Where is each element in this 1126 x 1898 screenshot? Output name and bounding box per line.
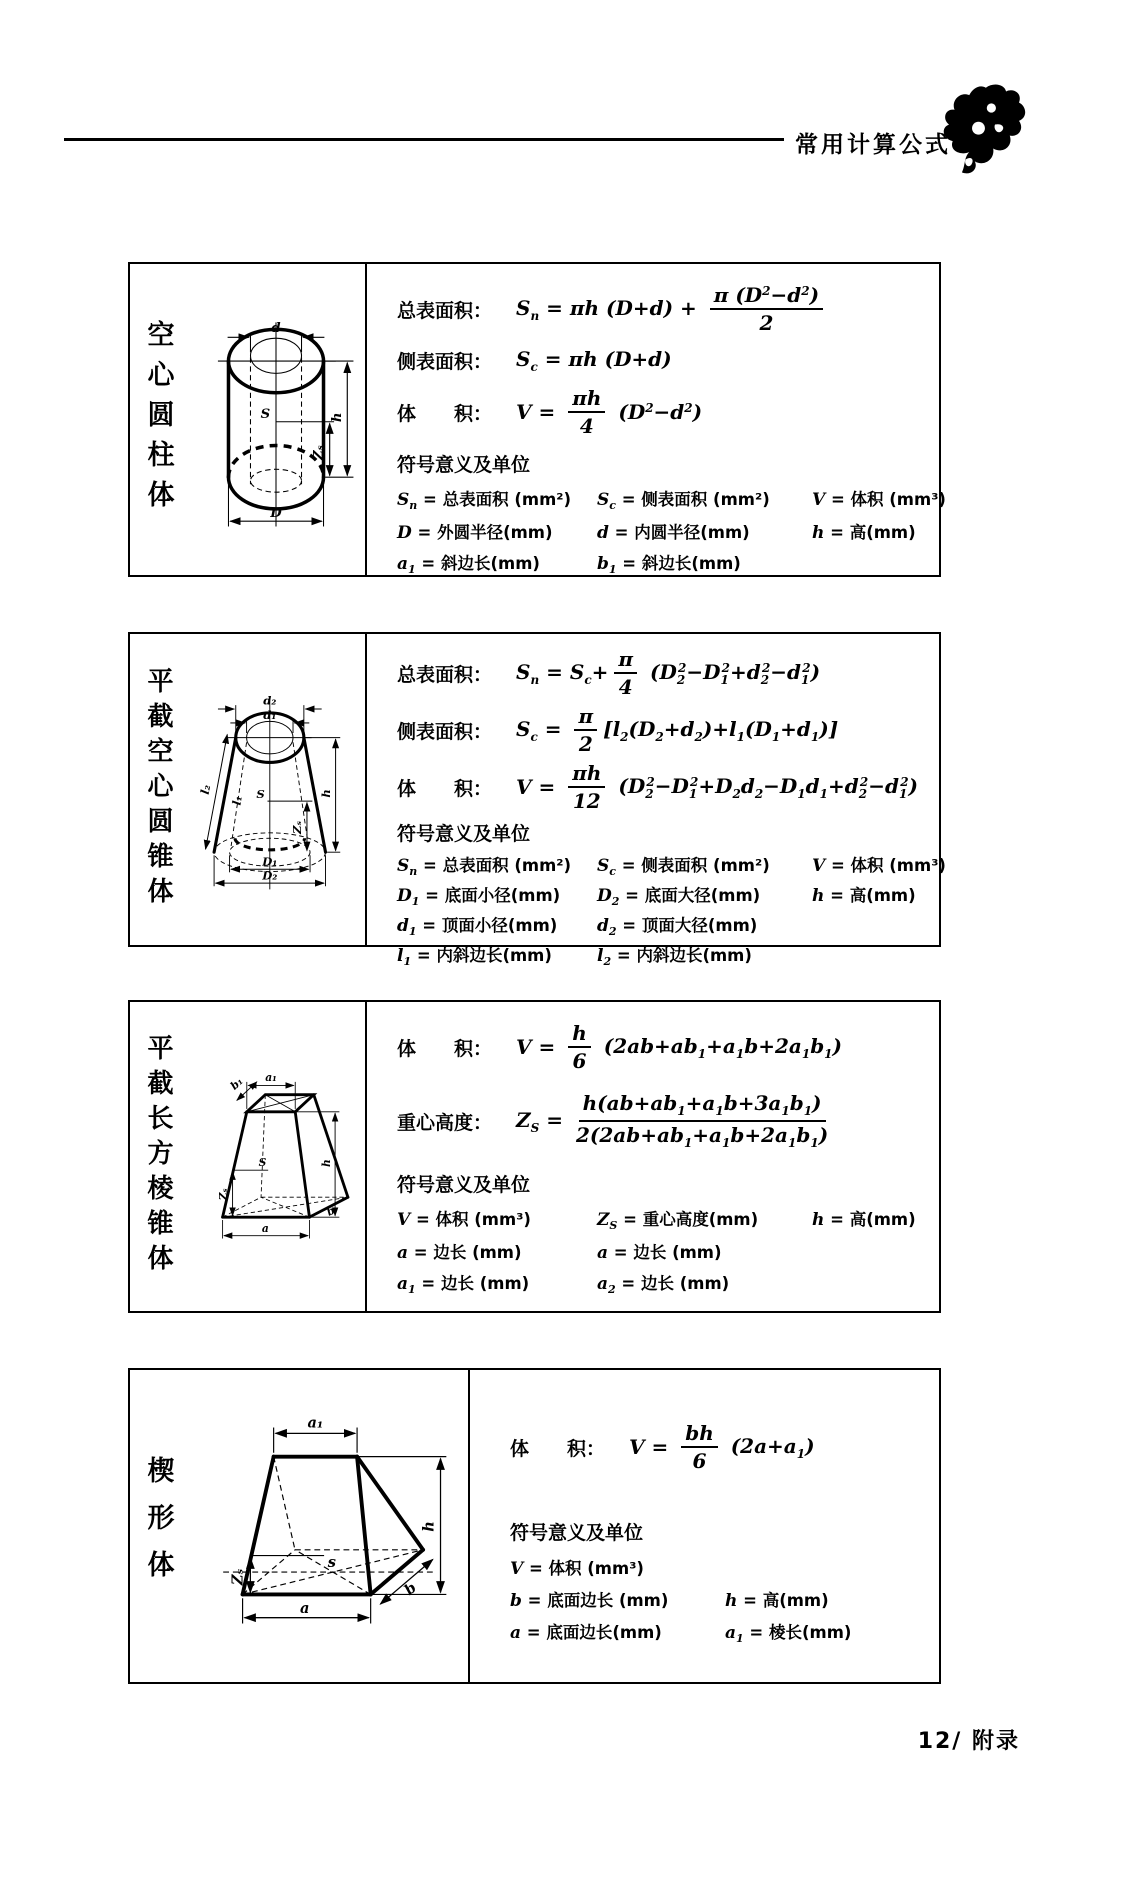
formula-label: 体 积： <box>397 777 493 800</box>
symbol-table <box>397 1206 925 1296</box>
dim-label-d2: d₂ <box>262 693 276 708</box>
symbol-definition: D = 外圆半径(mm) <box>397 523 553 543</box>
dragon-ornament-icon <box>938 80 1030 182</box>
formula <box>397 705 946 755</box>
symbol-row <box>510 1619 925 1645</box>
dim-label-zs: Zₛ <box>229 1568 247 1586</box>
hollow-cylinder-figure-cell <box>130 264 367 575</box>
symbol-definition: a = 边长 (mm) <box>597 1243 722 1264</box>
formula-label: 总表面积： <box>397 663 493 686</box>
formula-expression: $S_n = \pi h$ (D+d) + $\frac{\pi (D^2-d^2)}{2}$ <box>516 284 829 334</box>
symbol-definition: $S_c$ = 侧表面积 (mm²) <box>597 856 770 878</box>
dim-label-h: h <box>319 1158 333 1167</box>
symbol-definition: a = 底面边长(mm) <box>510 1623 662 1643</box>
dim-label-d: d <box>270 320 281 336</box>
symbol-definition: d = 内圆半径(mm) <box>597 523 750 543</box>
symbol-definition: h = 高(mm) <box>725 1591 829 1611</box>
truncated-pyramid-diagram <box>187 1066 365 1248</box>
formula-expression: $S_c$ = $\frac{\pi}{2}$ $[l_2(D_2+d_2)+l_1(D_1+d_1)]$ <box>516 704 839 756</box>
symbol-definition: $d_2$ = 顶面大径(mm) <box>597 916 758 938</box>
dim-label-zs: Zₛ <box>216 1187 230 1200</box>
symbol-table <box>397 852 946 968</box>
wedge-figure-cell <box>130 1370 470 1682</box>
section-title-hollow-cylinder: 空心圆柱体 <box>142 319 174 520</box>
formula-label: 侧表面积： <box>397 351 493 373</box>
symbol-definition: b = 底面边长 (mm) <box>510 1591 669 1611</box>
dim-label-zs: Zₛ <box>311 444 327 460</box>
truncated-pyramid-figure-cell <box>130 1002 367 1311</box>
symbol-definition: $l_2$ = 内斜边长(mm) <box>597 946 752 968</box>
dim-label-S: S <box>258 1155 266 1169</box>
symbol-row <box>397 1270 925 1296</box>
symbol-row <box>510 1587 925 1611</box>
formula-expression: $Z_S$ = $\frac{h(ab+ab_1+a_1b+3a_1b_1)}{2(2ab+ab_1+a_1b+2a_1b_1)}$ <box>516 1091 829 1151</box>
symbol-definition: $a_2$ = 边长 (mm) <box>597 1274 730 1297</box>
dim-label-D: D <box>269 505 282 521</box>
symbol-definition: $S_n$ = 总表面积 (mm²) <box>397 856 572 878</box>
section-hollow-cylinder <box>128 262 946 577</box>
formula-list <box>397 648 946 812</box>
dim-label-a: a <box>261 1221 269 1235</box>
symbol-definition: $d_1$ = 顶面小径(mm) <box>397 916 558 938</box>
formula-expression: $S_n = S_c+$ $\frac{\pi}{4}$ $(D_2^2-D_1^2+d_2^2-d_1^2)$ <box>516 647 821 699</box>
symbol-definition: $D_2$ = 底面大径(mm) <box>597 886 761 908</box>
formula <box>397 648 946 698</box>
symbols-title: 符号意义及单位 <box>397 1174 531 1197</box>
symbol-definition: $D_1$ = 底面小径(mm) <box>397 886 561 908</box>
symbol-definition: $S_c$ = 侧表面积 (mm²) <box>597 490 770 512</box>
symbol-row <box>397 1239 925 1263</box>
formula-expression: V = $\frac{\pi h}{12}$ $(D_2^2-D_1^2+D_2d_2-D_1d_1+d_2^2-d_1^2)$ <box>516 761 919 813</box>
wedge-diagram <box>196 1412 458 1640</box>
page-title: 常用计算公式 <box>795 132 951 158</box>
symbol-definition: h = 高(mm) <box>812 1210 916 1231</box>
dim-label-s: s <box>327 1554 336 1572</box>
wedge-content <box>470 1370 939 1682</box>
section-truncated-hollow-cone <box>128 632 946 968</box>
symbols-title: 符号意义及单位 <box>510 1522 644 1544</box>
formula <box>510 1422 925 1472</box>
symbol-definition: $Z_S$ = 重心高度(mm) <box>597 1210 759 1233</box>
fraction: $\frac{\pi (D^2-d^2)}{2}$ <box>710 284 823 334</box>
formula <box>397 762 946 812</box>
formula-list <box>510 1422 925 1472</box>
symbol-definition: V = 体积 (mm³) <box>510 1559 644 1579</box>
formula-expression: V = $\frac{h}{6}$ $(2ab+ab_1+a_1b+2a_1b_1)$ <box>516 1021 842 1073</box>
dim-label-h: h <box>318 789 333 798</box>
formula-label: 侧表面积： <box>397 720 493 743</box>
symbol-row <box>510 1555 925 1579</box>
formula-label: 体 积： <box>510 1437 606 1460</box>
fraction: $\frac{\pi}{4}$ <box>614 648 637 698</box>
symbol-definition: $l_1$ = 内斜边长(mm) <box>397 946 552 968</box>
symbol-definition: a = 边长 (mm) <box>397 1243 522 1264</box>
symbol-definition: $b_1$ = 斜边长(mm) <box>597 554 741 576</box>
symbol-definition: V = 体积 (mm³) <box>812 856 946 876</box>
section-truncated-pyramid <box>128 1000 941 1313</box>
dim-label-b: b <box>401 1579 420 1599</box>
symbol-row <box>397 550 946 576</box>
dim-label-D2: D₂ <box>261 868 277 883</box>
formula <box>397 1022 925 1072</box>
symbol-definition: $a_1$ = 斜边长(mm) <box>397 554 540 576</box>
fraction: $\frac{bh}{6}$ <box>681 1422 718 1472</box>
formula <box>397 284 946 334</box>
formula-expression: V = $\frac{bh}{6}$ $(2a+a_1)$ <box>629 1421 815 1473</box>
dim-label-a: a <box>299 1599 310 1617</box>
section-title-truncated-hollow-cone: 平截空心圆锥体 <box>143 667 173 912</box>
symbol-row <box>397 519 946 543</box>
formula-expression: V = $\frac{\pi h}{4}$ $(D^2-d^2)$ <box>516 386 703 438</box>
symbol-definition: V = 体积 (mm³) <box>397 1210 531 1231</box>
hollow-cylinder-diagram <box>188 310 364 530</box>
symbol-table <box>510 1555 925 1645</box>
page-number: 12/ 附录 <box>917 1729 1020 1754</box>
formula <box>397 387 946 437</box>
symbol-table <box>397 486 946 576</box>
symbol-definition: $a_1$ = 棱长(mm) <box>725 1623 852 1645</box>
symbol-row <box>397 912 946 938</box>
header-rule <box>64 138 784 141</box>
symbols-title: 符号意义及单位 <box>397 454 531 476</box>
fraction: $\frac{\pi h}{4}$ <box>568 387 605 437</box>
formula <box>397 1092 925 1150</box>
symbol-row <box>397 486 946 512</box>
symbol-row <box>397 852 946 878</box>
symbol-definition: $S_n$ = 总表面积 (mm²) <box>397 490 572 512</box>
formula-list <box>397 1022 925 1150</box>
symbol-row <box>397 882 946 908</box>
hollow-cylinder-content <box>367 264 960 575</box>
fraction: $\frac{\pi h}{12}$ <box>568 762 605 812</box>
formula-expression: $S_c = \pi h$ (D+d) <box>516 347 672 374</box>
formula-label: 重心高度： <box>397 1111 493 1134</box>
symbol-row <box>397 942 946 968</box>
formula-label: 总表面积： <box>397 299 493 322</box>
formula-label: 体 积： <box>397 1037 493 1060</box>
dim-label-S: S <box>255 787 265 802</box>
truncated-hollow-cone-diagram <box>187 685 365 894</box>
dim-label-D1: D₁ <box>261 854 277 869</box>
section-title-truncated-pyramid: 平截长方棱锥体 <box>143 1034 173 1279</box>
dim-label-b1: b₁ <box>227 1074 245 1092</box>
symbol-row <box>397 1206 925 1232</box>
formula-list <box>397 284 946 437</box>
dim-label-a1: a₁ <box>264 1070 277 1084</box>
symbols-title: 符号意义及单位 <box>397 823 531 845</box>
fraction: $\frac{\pi}{2}$ <box>574 705 597 755</box>
symbol-definition: h = 高(mm) <box>812 523 916 543</box>
dim-label-S: S <box>260 406 270 422</box>
dim-label-l2: l₂ <box>197 783 213 796</box>
truncated-cone-content <box>367 634 960 968</box>
formula-label: 体 积： <box>397 402 493 425</box>
truncated-cone-figure-cell <box>130 634 367 945</box>
dim-label-l1: l₁ <box>229 794 245 807</box>
section-title-wedge: 楔形体 <box>142 1455 174 1597</box>
symbol-definition: h = 高(mm) <box>812 886 916 906</box>
truncated-pyramid-content <box>367 1002 939 1311</box>
section-wedge <box>128 1368 941 1684</box>
symbol-definition: V = 体积 (mm³) <box>812 490 946 510</box>
dim-label-zs: Zₛ <box>289 820 304 834</box>
fraction: $\frac{h(ab+ab_1+a_1b+3a_1b_1)}{2(2ab+ab_1+a_1b+2a_1b_1)}$ <box>575 1091 829 1151</box>
dim-label-h: h <box>420 1521 438 1532</box>
formula <box>397 347 946 374</box>
dim-label-a1: a₁ <box>307 1414 324 1432</box>
dim-label-h: h <box>329 412 345 422</box>
fraction: $\frac{h}{6}$ <box>568 1022 591 1072</box>
symbol-definition: $a_1$ = 边长 (mm) <box>397 1274 530 1297</box>
dim-label-b: b <box>323 1203 337 1219</box>
dim-label-d1: d₁ <box>262 708 276 723</box>
